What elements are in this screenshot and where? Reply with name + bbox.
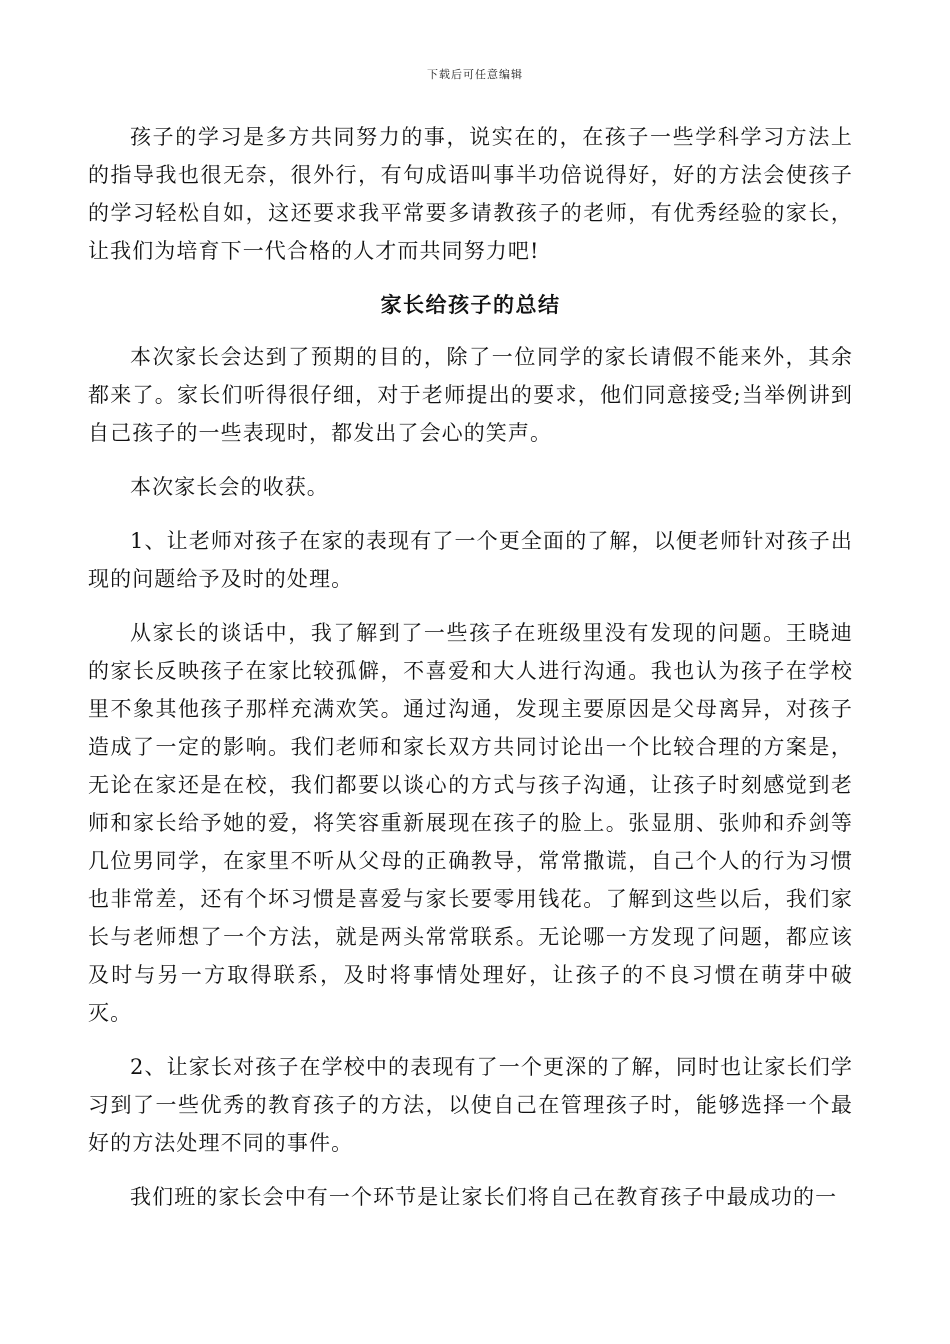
paragraph: 孩子的学习是多方共同努力的事，说实在的，在孩子一些学科学习方法上的指导我也很无奈，很外行，有句成语叫事半功倍说得好，好的方法会使孩子的学习轻松自如，这还要求我平常要多请教孩子的老师，有优秀经验的家长，让我们为培育下一代合格的人才而共同努力吧! (88, 125, 853, 263)
paragraph: 1、让老师对孩子在家的表现有了一个更全面的了解，以便老师针对孩子出现的问题给予及时的处理。 (88, 529, 853, 591)
page-header: 下载后可任意编辑 (427, 68, 523, 81)
paragraph: 我们班的家长会中有一个环节是让家长们将自己在教育孩子中最成功的一 (130, 1185, 838, 1209)
document-body (88, 118, 853, 1232)
paragraph: 2、让家长对孩子在学校中的表现有了一个更深的了解，同时也让家长们学习到了一些优秀的教育孩子的方法，以使自己在管理孩子时，能够选择一个最好的方法处理不同的事件。 (88, 1055, 853, 1155)
section-title: 家长给孩子的总结 (380, 292, 561, 317)
paragraph: 本次家长会达到了预期的目的，除了一位同学的家长请假不能来外，其余都来了。家长们听得很仔细，对于老师提出的要求，他们同意接受;当举例讲到自己孩子的一些表现时，都发出了会心的笑声。 (88, 345, 853, 445)
paragraph: 本次家长会的收获。 (130, 475, 329, 499)
paragraph: 从家长的谈话中，我了解到了一些孩子在班级里没有发现的问题。王晓迪的家长反映孩子在家比较孤僻，不喜爱和大人进行沟通。我也认为孩子在学校里不象其他孩子那样充满欢笑。通过沟通，发现主要原因是父母离异，对孩子造成了一定的影响。我们老师和家长双方共同讨论出一个比较合理的方案是，无论在家还是在校，我们都要以谈心的方式与孩子沟通，让孩子时刻感觉到老师和家长给予她的爱，将笑容重新展现在孩子的脸上。张显朋、张帅和乔剑等几位男同学，在家里不听从父母的正确教导，常常撒谎，自己个人的行为习惯也非常差，还有个坏习惯是喜爱与家长要零用钱花。了解到这些以后，我们家长与老师想了一个方法，就是两头常常联系。无论哪一方发现了问题，都应该及时与另一方取得联系，及时将事情处理好，让孩子的不良习惯在萌芽中破灭。 (88, 621, 853, 1025)
